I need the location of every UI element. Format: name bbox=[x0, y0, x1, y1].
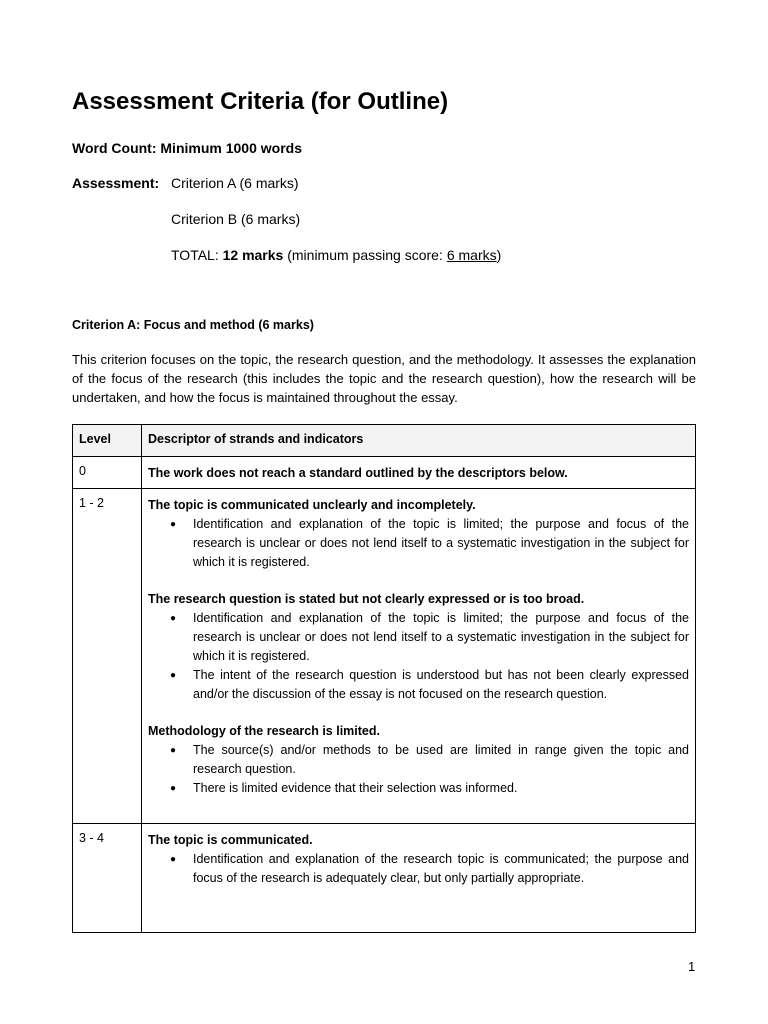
criterion-b-marks: Criterion B (6 marks) bbox=[171, 211, 301, 227]
indicator-list bbox=[148, 515, 689, 572]
strand-title: The work does not reach a standard outlined by the descriptors below. bbox=[148, 466, 568, 480]
level-cell: 3 - 4 bbox=[73, 824, 142, 933]
min-suffix: ) bbox=[496, 247, 502, 263]
indicator-list bbox=[148, 850, 689, 888]
descriptor-cell bbox=[142, 457, 696, 489]
strand-title: The topic is communicated unclearly and incompletely. bbox=[148, 498, 476, 512]
word-count bbox=[72, 140, 302, 156]
indicator-item: ● Identification and explanation of the topic is limited; the purpose and focus of the research is unclear or does not lend itself to a systematic investigation in the subject for which it is registered. bbox=[148, 609, 689, 666]
strand-title: The research question is stated but not clearly expressed or is too broad. bbox=[148, 592, 585, 606]
indicator-item: ● The intent of the research question is understood but has not been clearly expressed and/or the discussion of the essay is not focused on the research question. bbox=[148, 666, 689, 704]
total-marks-line bbox=[171, 247, 501, 263]
descriptor-cell bbox=[142, 489, 696, 824]
table-row bbox=[73, 457, 696, 489]
min-marks: 6 marks bbox=[446, 247, 497, 263]
assessment-row bbox=[72, 175, 159, 191]
level-cell: 0 bbox=[73, 457, 142, 489]
indicator-list bbox=[148, 741, 689, 798]
strand-title: The topic is communicated. bbox=[148, 833, 313, 847]
header-level: Level bbox=[73, 425, 142, 457]
criterion-a-marks: Criterion A (6 marks) bbox=[171, 175, 299, 191]
indicator-item: ● Identification and explanation of the research topic is communicated; the purpose and focus of the research is adequately clear, but only partially appropriate. bbox=[148, 850, 689, 888]
criterion-a-heading: Criterion A: Focus and method (6 marks) bbox=[72, 318, 314, 332]
indicator-item: ● There is limited evidence that their selection was informed. bbox=[148, 779, 689, 798]
level-cell: 1 - 2 bbox=[73, 489, 142, 824]
page-number: 1 bbox=[688, 959, 696, 974]
header-descriptor: Descriptor of strands and indicators bbox=[142, 425, 696, 457]
assessment-label: Assessment: bbox=[72, 175, 160, 191]
criteria-table bbox=[72, 424, 696, 933]
indicator-list bbox=[148, 609, 689, 704]
min-prefix: (minimum passing score: bbox=[287, 247, 443, 263]
indicator-item: ● The source(s) and/or methods to be used are limited in range given the topic and research question. bbox=[148, 741, 689, 779]
total-prefix: TOTAL: bbox=[171, 247, 219, 263]
word-count-value: Minimum 1000 words bbox=[160, 140, 302, 156]
descriptor-cell bbox=[142, 824, 696, 933]
table-row bbox=[73, 824, 696, 933]
strand-title: Methodology of the research is limited. bbox=[148, 724, 380, 738]
table-header-row bbox=[73, 425, 696, 457]
criterion-a-description: This criterion focuses on the topic, the research question, and the methodology. It assesses the explanation of the focus of the research (this includes the topic and the research question), how the research will be undertaken, and how the focus is maintained throughout the essay. bbox=[72, 352, 696, 405]
table-row bbox=[73, 489, 696, 824]
total-marks: 12 marks bbox=[222, 247, 284, 263]
indicator-item: ● Identification and explanation of the topic is limited; the purpose and focus of the research is unclear or does not lend itself to a systematic investigation in the subject for which it is registered. bbox=[148, 515, 689, 572]
word-count-label: Word Count: bbox=[72, 140, 157, 156]
page-title: Assessment Criteria (for Outline) bbox=[72, 88, 449, 115]
